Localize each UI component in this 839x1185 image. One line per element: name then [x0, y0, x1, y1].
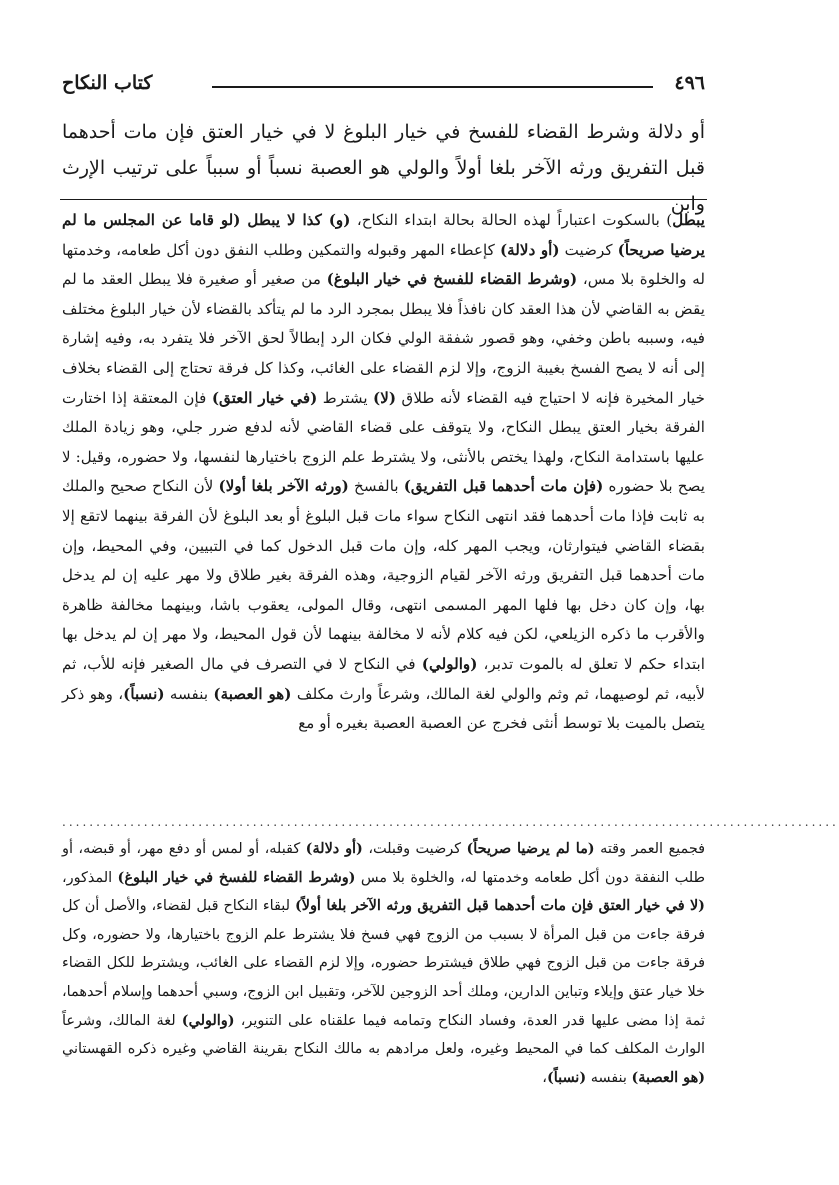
footnote-segment: ، — [542, 1069, 547, 1086]
commentary-segment: ) بالسكوت اعتباراً لهذه الحالة بحالة ابتداء النكاح، — [350, 211, 673, 229]
commentary-bold-segment: (والولي) — [421, 654, 478, 673]
commentary-segment: ، وهو ذكر يتصل بالميت بلا توسط أنثى فخرج عن العصبة العصبة بغيره أو مع — [62, 684, 705, 733]
commentary-segment: لأن النكاح صحيح والملك به ثابت فإذا مات أحدهما فقد انتهى النكاح سواء مات قبل البلوغ أو بعد البلوغ لأن الفرقة بينهما لاتقع إلا بقضاء القاضي فيتوارثان، ويجب المهر كله، وإن مات قبل الدخول كما في التبيين، وفي المحيط، وإن مات أحدهما قبل التفريق ورثه الآخر لقيام الزوجية، وهذه الفرقة بغير طلاق ولا مهر عليه إن لم يدخل بها، وإن كان دخل بها فلها المهر المسمى انتهى، وقال المولى، يعقوب باشا، وبينهما مخالفة ظاهرة والأقرب ما ذكره الزيلعي، لكن فيه كلام لأنه لا مخالفة بينهما لأن قول المحيط، ولا مهر إن لم يدخل بها ابتداء حكم لا تعلق له بالموت تدبر، — [62, 477, 705, 673]
commentary-bold-segment: (في خيار العتق) — [211, 388, 318, 407]
footnote-bold-segment: (ما لم يرضيا صريحاً) — [466, 840, 595, 857]
commentary-paragraph — [62, 206, 705, 739]
footnote-bold-segment: (والولي) — [181, 1011, 235, 1029]
commentary-bold-segment: يبطل — [672, 211, 705, 229]
commentary-segment: في النكاح لا في التصرف في مال الصغير فإنه للأب، ثم لأبيه، ثم لوصيهما، ثم وثم والولي لغة المالك، وشرعاً وارث مكلف — [62, 654, 705, 703]
footnote-bold-segment: (نسباً) — [546, 1068, 587, 1086]
commentary-segment: بنفسه — [164, 684, 214, 703]
footnote-bold-segment: (هو العصبة) — [631, 1068, 705, 1086]
commentary-bold-segment: (و) كذا لا يبطل (لو قاما عن المجلس ما لم يرضيا صريحاً) — [62, 211, 705, 259]
footnote-segment: لغة المالك، وشرعاً الوارث المكلف كما في المحيط وغيره، ولعل مرادهم به مالك النكاح بقرينة القاضي وغيره ذكره القهستاني — [62, 1012, 705, 1058]
book-title: كتاب النكاح — [62, 72, 153, 94]
commentary-text — [62, 206, 705, 739]
footnote-segment: كقبله، أو لمس أو دفع مهر، أو قبضه، أو طلب النفقة دون أكل طعامه وخدمتها له، والخلوة بلا مس — [62, 841, 705, 886]
footnote-text — [62, 835, 705, 1092]
footnote-bold-segment: (لا في خيار العتق فإن مات أحدهما قبل التفريق ورثه الآخر بلغا أولاً) — [294, 897, 705, 915]
commentary-bold-segment: (ورثه الآخر بلغا أولا) — [218, 477, 349, 496]
commentary-bold-segment: (فإن مات أحدهما قبل التفريق) — [403, 477, 604, 496]
footnote-bold-segment: (وشرط القضاء للفسخ في خيار البلوغ) — [117, 868, 356, 886]
footnote-divider-dots: .................................................................................................................. — [62, 815, 839, 829]
commentary-segment: يشترط — [317, 388, 374, 407]
commentary-bold-segment: (أو دلالة) — [499, 240, 560, 259]
footnote-paragraph — [62, 835, 705, 1092]
commentary-bold-segment: (هو العصبة) — [213, 684, 292, 703]
main-text: أو دلالة وشرط القضاء للفسخ في خيار البلوغ لا في خيار العتق فإن مات أحدهما قبل التفريق ورثه الآخر بلغا أولاً والولي هو العصبة نسباً أو سبباً على ترتيب الإرث وابن — [62, 121, 705, 215]
page-number: ٤٩٦ — [674, 72, 705, 94]
footnote-bold-segment: (أو دلالة) — [305, 840, 363, 857]
header-rule — [212, 86, 653, 88]
commentary-segment: من صغير أو صغيرة فلا يبطل العقد ما لم يقض به القاضي لأن هذا العقد كان نافذاً فلا يبطل بمجرد الرد ما لم يتأكد بالقضاء لأن خيار البلوغ مختلف فيه، وسببه باطن وخفي، وهو قصور شفقة الولي فكان الرد إبطالاً لحق الآخر فلا يتفرد به، وفيه إشارة إلى أنه لا يصح الفسخ بغيبة الزوج، وإلا لزم القضاء على الغائب، وكذا كل فرقة تحتاج إلى القضاء بخلاف خيار المخيرة فإنه لا احتياج فيه القضاء لأنه طلاق — [62, 270, 705, 407]
page-header — [62, 72, 705, 102]
commentary-segment: بالفسخ — [348, 477, 404, 496]
commentary-bold-segment: (وشرط القضاء للفسخ في خيار البلوغ) — [326, 270, 578, 289]
footnote-segment: المذكور، — [62, 869, 118, 886]
commentary-segment: فإن المعتقة إذا اختارت الفرقة بخيار العتق يبطل النكاح، ولا يتوقف على قضاء القاضي لأنه لدفع ضرر جلي، وهو زيادة الملك عليها باستدامة النكاح، ولهذا يختص بالأنثى، ولا يشترط علم الزوج باختيارها لنفسها، ولا حضوره، وقيل: لا يصح بلا حضوره — [62, 388, 705, 496]
footnote-segment: بنفسه — [586, 1069, 632, 1086]
commentary-segment: كرضيت — [559, 240, 618, 259]
commentary-bold-segment: (نسباً) — [123, 684, 165, 703]
main-commentary-divider — [60, 199, 707, 200]
footnote-segment: فجميع العمر وقته — [594, 841, 706, 857]
commentary-segment: كإعطاء المهر وقبوله والتمكين وطلب النفق دون أكل طعامه، وخدمتها له والخلوة بلا مس، — [62, 240, 705, 289]
footnote-segment: كرضيت وقبلت، — [362, 841, 467, 857]
footnote-segment: لبقاء النكاح قبل لقضاء، والأصل أن كل فرقة جاءت من قبل المرأة لا بسبب من الزوج فهي فسخ فلا يشترط علم الزوج باختيارها، ولا حضوره، وكل فرقة جاءت من قبل الزوج فهي طلاق فيشترط حضوره، وإلا لزم القضاء على الغائب، ويشترط للكل القضاء خلا خيار عتق وإيلاء وتباين الدارين، وملك أحد الزوجين للآخر، وتقبيل ابن الزوج، وسبي أحدهما وإسلام أحدهما، ثمة إذا مضى عليها قدر العدة، وفساد النكاح وتمامه فيما علقناه على التنوير، — [62, 898, 705, 1029]
commentary-bold-segment: (لا) — [373, 388, 397, 407]
